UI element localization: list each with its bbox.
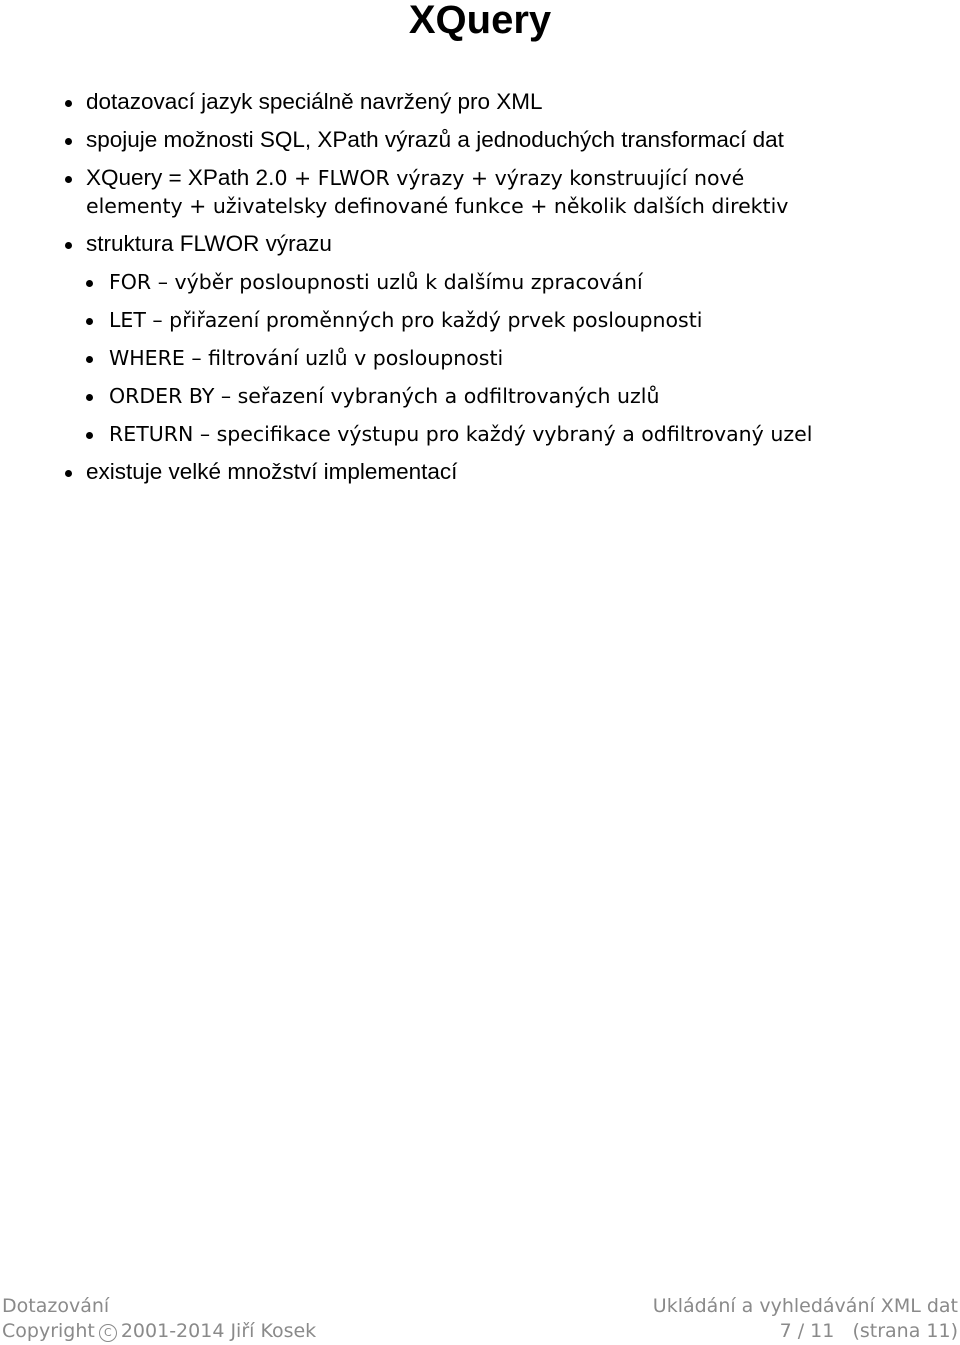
list-item-line — [86, 164, 960, 192]
sub-list-item-text: ORDER BY – seřazení vybraných a odfiltrovaných uzlů — [109, 384, 660, 408]
list-item-text-part: .0 + FLWOR výrazy + výrazy konstruující nové — [267, 166, 745, 190]
bullet-icon — [86, 280, 93, 287]
page-counter: 7 / 11 — [779, 1320, 835, 1342]
sub-list-item — [0, 344, 960, 372]
sub-list-item — [0, 268, 960, 296]
list-item — [0, 164, 960, 220]
list-item-text-part: XQuery = XPath 2 — [86, 165, 268, 190]
bullet-list — [0, 88, 960, 496]
bullet-icon — [65, 138, 72, 145]
bullet-icon — [86, 432, 93, 439]
sub-list-item — [0, 382, 960, 410]
bullet-icon — [86, 356, 93, 363]
list-item-text: struktura FLWOR výrazu — [86, 231, 332, 256]
slide-title: XQuery — [408, 0, 552, 42]
sub-list-item-text: LET – přiřazení proměnných pro každý prvek posloupnosti — [109, 308, 703, 332]
copyright-label: Copyright — [2, 1320, 95, 1342]
list-item — [0, 230, 960, 258]
footer-section-name: Dotazování — [2, 1295, 110, 1317]
bullet-icon — [65, 242, 72, 249]
footer-document-title: Ukládání a vyhledávání XML dat — [652, 1295, 958, 1317]
sub-list-item-text: FOR – výběr posloupnosti uzlů k dalšímu zpracování — [109, 270, 643, 294]
bullet-icon — [65, 470, 72, 477]
sub-list-item — [0, 306, 960, 334]
page-number: (strana 11) — [852, 1320, 958, 1342]
bullet-icon — [86, 318, 93, 325]
bullet-icon — [65, 100, 72, 107]
footer-page-info — [780, 1318, 958, 1344]
list-item — [0, 458, 960, 486]
copyright-years: 2001-2014 Jiří Kosek — [120, 1320, 317, 1342]
list-item — [0, 126, 960, 154]
list-item-line: elementy + uživatelsky definované funkce + několik dalších direktiv — [86, 194, 789, 218]
footer-copyright — [2, 1318, 316, 1344]
bullet-icon — [65, 176, 72, 183]
list-item-text: existuje velké množství implementací — [86, 459, 458, 484]
bullet-icon — [86, 394, 93, 401]
sub-list-item-text: RETURN – specifikace výstupu pro každý vybraný a odfiltrovaný uzel — [109, 422, 813, 446]
list-item-text: dotazovací jazyk speciálně navržený pro XML — [86, 89, 543, 114]
copyright-icon: C — [99, 1324, 117, 1342]
sub-list-item — [0, 420, 960, 448]
sub-list-item-text: WHERE – filtrování uzlů v posloupnosti — [109, 346, 504, 370]
list-item-text: spojuje možnosti SQL, XPath výrazů a jednoduchých transformací dat — [86, 127, 784, 152]
list-item — [0, 88, 960, 116]
